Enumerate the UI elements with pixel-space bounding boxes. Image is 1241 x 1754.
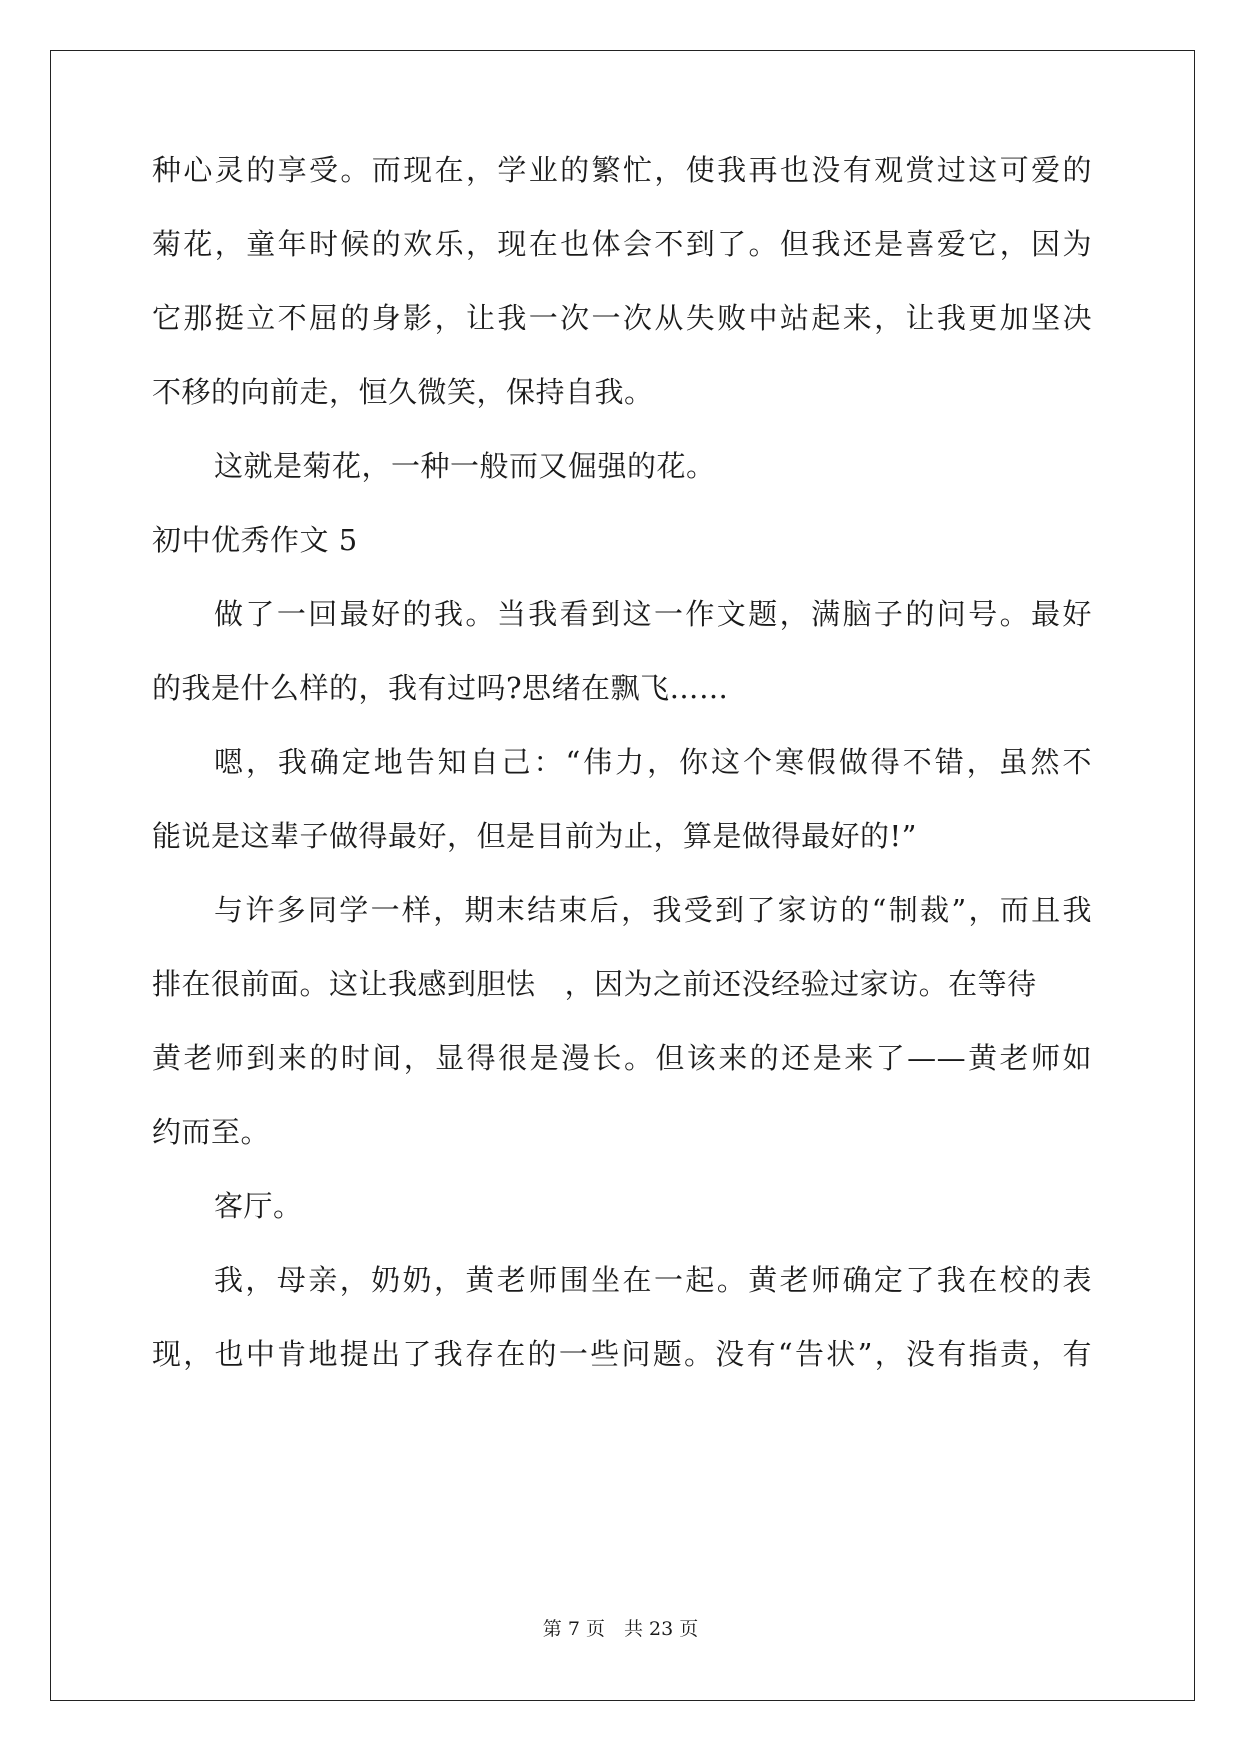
text-line: 与许多同学一样，期末结束后，我受到了家访的“制裁”，而且我 — [214, 893, 1092, 927]
text-line: 种心灵的享受。而现在，学业的繁忙，使我再也没有观赏过这可爱的 — [152, 153, 1092, 187]
text-line: 排在很前面。这让我感到胆怯 ，因为之前还没经验过家访。在等待 — [152, 967, 1037, 1001]
text-line: 黄老师到来的时间，显得很是漫长。但该来的还是来了——黄老师如 — [152, 1041, 1092, 1075]
text-line: 能说是这辈子做得最好，但是目前为止，算是做得最好的!” — [152, 819, 917, 853]
text-line: 不移的向前走，恒久微笑，保持自我。 — [152, 375, 654, 409]
page-border — [50, 50, 1195, 1701]
text-line: 客厅。 — [214, 1189, 303, 1223]
text-line: 菊花，童年时候的欢乐，现在也体会不到了。但我还是喜爱它，因为 — [152, 227, 1092, 261]
section-heading: 初中优秀作文 5 — [152, 523, 358, 557]
text-line: 我，母亲，奶奶，黄老师围坐在一起。黄老师确定了我在校的表 — [214, 1263, 1092, 1297]
text-line: 嗯，我确定地告知自己：“伟力，你这个寒假做得不错，虽然不 — [214, 745, 1092, 779]
text-line: 这就是菊花，一种一般而又倔强的花。 — [214, 449, 716, 483]
text-line: 做了一回最好的我。当我看到这一作文题，满脑子的问号。最好 — [214, 597, 1092, 631]
text-line: 的我是什么样的，我有过吗?思绪在飘飞…… — [152, 671, 729, 705]
text-line: 它那挺立不屈的身影，让我一次一次从失败中站起来，让我更加坚决 — [152, 301, 1092, 335]
text-line: 现，也中肯地提出了我存在的一些问题。没有“告状”，没有指责，有 — [152, 1337, 1092, 1371]
page-number: 第 7 页 共 23 页 — [542, 1618, 699, 1640]
text-line: 约而至。 — [152, 1115, 271, 1149]
